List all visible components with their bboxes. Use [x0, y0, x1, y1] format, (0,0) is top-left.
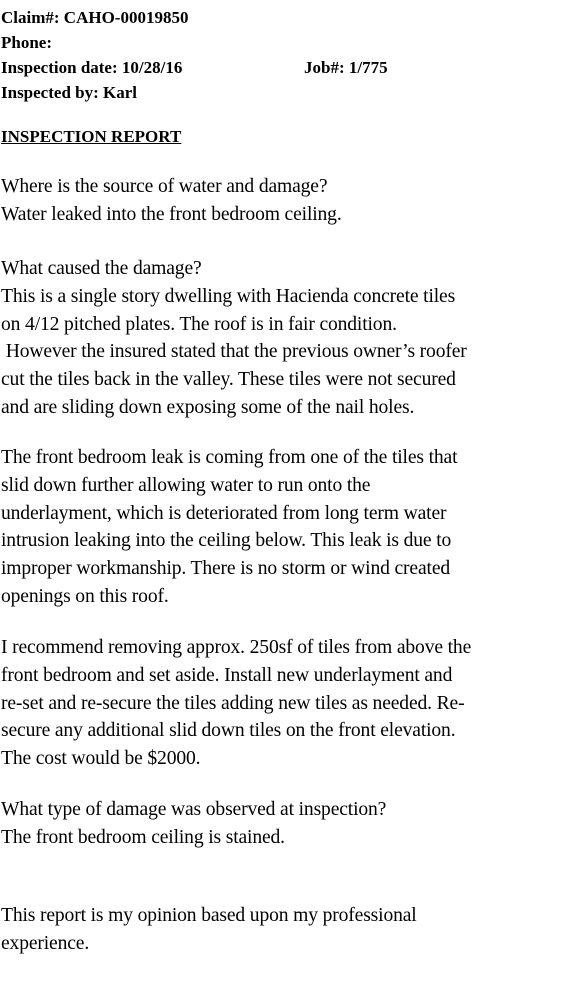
paragraph-line: front bedroom and set aside. Install new underlayment and — [1, 664, 453, 686]
question-line: Where is the source of water and damage? — [1, 176, 328, 197]
inspected-by: Inspected by: Karl — [1, 83, 137, 102]
question-line: What caused the damage? — [1, 258, 202, 279]
answer-line: However the insured stated that the previous owner’s roofer — [1, 341, 467, 363]
answer-line: cut the tiles back in the valley. These tiles were not secured — [1, 369, 456, 391]
statement-line: This report is my opinion based upon my professional — [1, 905, 417, 926]
paragraph-line: intrusion leaking into the ceiling below. This leak is due to — [1, 530, 452, 552]
paragraph-line: improper workmanship. There is no storm or wind created — [1, 558, 451, 580]
answer-line: on 4/12 pitched plates. The roof is in fair condition. — [1, 313, 397, 335]
paragraph-line: slid down further allowing water to run onto the — [1, 474, 371, 496]
paragraph-line: openings on this roof. — [1, 585, 169, 607]
report-title: INSPECTION REPORT — [1, 127, 182, 146]
section-leak-description — [1, 444, 562, 611]
question-line: What type of damage was observed at inspection? — [1, 799, 387, 820]
paragraph-line: I recommend removing approx. 250sf of tiles from above the — [1, 637, 472, 658]
claim-number: Claim#: CAHO-00019850 — [1, 8, 189, 27]
phone-label: Phone: — [1, 33, 52, 52]
paragraph-line: secure any additional slid down tiles on the front elevation. — [1, 720, 456, 742]
paragraph-line: re-set and re-secure the tiles adding new tiles as needed. Re- — [1, 692, 465, 714]
cost-line: The cost would be $2000. — [1, 748, 201, 770]
answer-line: Water leaked into the front bedroom ceiling. — [1, 203, 342, 225]
job-number: Job#: 1/775 — [304, 58, 388, 77]
report-header — [0, 5, 562, 105]
answer-line: and are sliding down exposing some of the nail holes. — [1, 396, 415, 418]
section-damage-observed — [1, 796, 562, 852]
section-damage-cause — [1, 255, 562, 422]
answer-line: The front bedroom ceiling is stained. — [1, 826, 285, 848]
section-recommendation — [1, 634, 562, 773]
paragraph-line: The front bedroom leak is coming from one of the tiles that — [1, 447, 458, 468]
paragraph-line: underlayment, which is deteriorated from long term water — [1, 502, 447, 524]
statement-line: experience. — [1, 932, 90, 954]
section-opinion-statement — [1, 902, 562, 958]
answer-line: This is a single story dwelling with Hacienda concrete tiles — [1, 285, 456, 307]
section-water-source — [1, 173, 562, 229]
inspection-date: Inspection date: 10/28/16 — [1, 58, 183, 77]
